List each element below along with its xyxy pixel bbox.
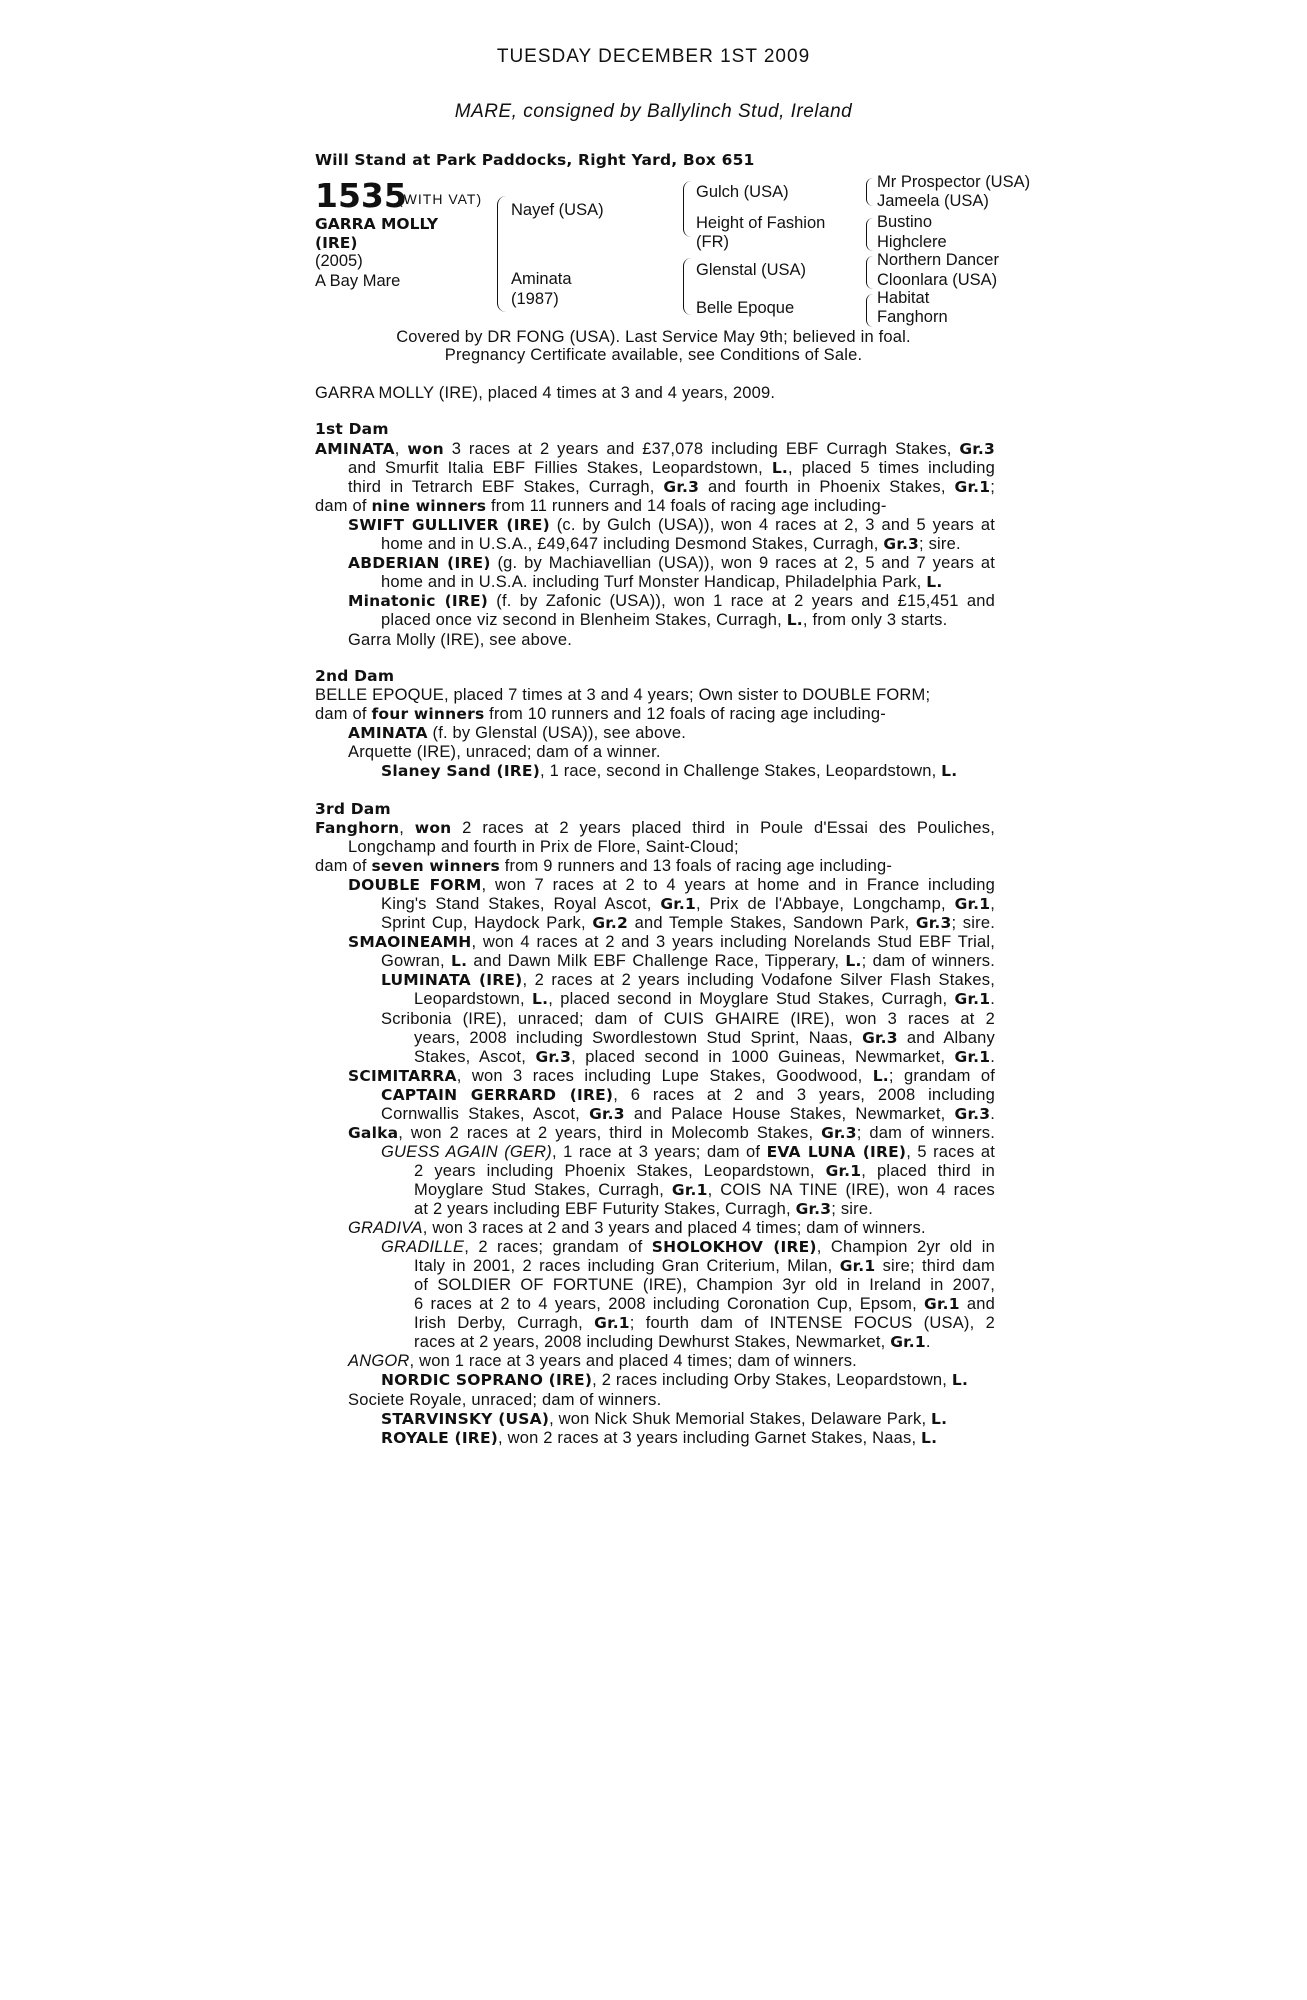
pedigree-sdd: Highclere	[877, 233, 947, 251]
pedigree-brace	[866, 256, 873, 289]
pregnancy-note: Pregnancy Certificate available, see Conditions of Sale.	[444, 346, 863, 364]
pedigree-sds: Bustino	[877, 213, 933, 231]
pedigree-note-line: Irish Derby, Curragh, Gr.1; fourth dam of INTENSE FOCUS (USA), 2	[414, 1314, 995, 1333]
pedigree-note-line: Arquette (IRE), unraced; dam of a winner.	[348, 743, 661, 762]
pedigree-note-line: Cornwallis Stakes, Ascot, Gr.3 and Palace House Stakes, Newmarket, Gr.3.	[381, 1104, 995, 1123]
pedigree-dam-sire: Glenstal (USA)	[696, 261, 807, 279]
pedigree-sire-dam-origin: (FR)	[696, 233, 729, 251]
pedigree-note-line: BELLE EPOQUE, placed 7 times at 3 and 4 years; Own sister to DOUBLE FORM;	[315, 686, 931, 704]
pedigree-note-line: of SOLDIER OF FORTUNE (IRE), Champion 3yr old in Ireland in 2007,	[414, 1276, 995, 1295]
pedigree-note-line: GRADILLE, 2 races; grandam of SHOLOKHOV (IRE), Champion 2yr old in	[381, 1238, 995, 1257]
pedigree-sire-dam: Height of Fashion	[696, 214, 826, 232]
pedigree-note-line: races at 2 years, 2008 including Dewhurst Stakes, Newmarket, Gr.1.	[414, 1333, 931, 1352]
pedigree-note-line: third in Tetrarch EBF Stakes, Curragh, Gr.3 and fourth in Phoenix Stakes, Gr.1;	[348, 478, 995, 497]
pedigree-note-line: DOUBLE FORM, won 7 races at 2 to 4 years at home and in France including	[348, 876, 995, 895]
pedigree-brace	[683, 258, 691, 315]
pedigree-dam-dam: Belle Epoque	[696, 299, 795, 317]
horse-origin: (IRE)	[315, 234, 358, 252]
pedigree-note-line: Italy in 2001, 2 races including Gran Criterium, Milan, Gr.1 sire; third dam	[414, 1257, 995, 1276]
pedigree-note-line: Minatonic (IRE) (f. by Zafonic (USA)), won 1 race at 2 years and £15,451 and	[348, 592, 995, 611]
pedigree-dam-year: (1987)	[511, 290, 559, 308]
pedigree-note-line: 6 races at 2 to 4 years, 2008 including Coronation Cup, Epsom, Gr.1 and	[414, 1295, 995, 1314]
horse-description: A Bay Mare	[315, 272, 401, 290]
pedigree-brace	[866, 218, 873, 251]
pedigree-note-line: dam of four winners from 10 runners and 12 foals of racing age including-	[315, 705, 886, 724]
pedigree-note-line: Galka, won 2 races at 2 years, third in Molecomb Stakes, Gr.3; dam of winners.	[348, 1123, 995, 1142]
pedigree-brace	[683, 181, 691, 237]
dam1-heading: 1st Dam	[315, 420, 389, 438]
dam3-heading: 3rd Dam	[315, 800, 391, 818]
pedigree-dds: Habitat	[877, 289, 930, 307]
pedigree-note-line: Moyglare Stud Stakes, Curragh, Gr.1, COIS NA TINE (IRE), won 4 races	[414, 1180, 995, 1199]
pedigree-note-line: Fanghorn, won 2 races at 2 years placed third in Poule d'Essai des Pouliches,	[315, 819, 995, 837]
pedigree-note-line: Sprint Cup, Haydock Park, Gr.2 and Temple Stakes, Sandown Park, Gr.3; sire.	[381, 914, 995, 933]
pedigree-note-line: years, 2008 including Swordlestown Stud Sprint, Naas, Gr.3 and Albany	[414, 1028, 995, 1047]
pedigree-note-line: GUESS AGAIN (GER), 1 race at 3 years; dam of EVA LUNA (IRE), 5 races at	[381, 1142, 995, 1161]
pedigree-note-line: Gowran, L. and Dawn Milk EBF Challenge Race, Tipperary, L.; dam of winners.	[381, 952, 996, 971]
pedigree-note-line: NORDIC SOPRANO (IRE), 2 races including Orby Stakes, Leopardstown, L.	[381, 1371, 969, 1390]
pedigree-note-line: AMINATA (f. by Glenstal (USA)), see above.	[348, 724, 686, 743]
pedigree-note-line: at 2 years including EBF Futurity Stakes, Curragh, Gr.3; sire.	[414, 1200, 874, 1218]
stand-line: Will Stand at Park Paddocks, Right Yard, Box 651	[315, 151, 755, 169]
pedigree-sire: Nayef (USA)	[511, 201, 604, 219]
pedigree-brace	[866, 294, 873, 327]
sale-date: TUESDAY DECEMBER 1ST 2009	[496, 46, 811, 67]
consignor-line: MARE, consigned by Ballylinch Stud, Ireland	[454, 101, 853, 122]
pedigree-note-line: CAPTAIN GERRARD (IRE), 6 races at 2 and 3 years, 2008 including	[381, 1085, 995, 1104]
pedigree-brace	[497, 196, 506, 312]
pedigree-dss: Northern Dancer	[877, 251, 999, 269]
pedigree-sss: Mr Prospector (USA)	[877, 173, 1031, 191]
pedigree-note-line: Societe Royale, unraced; dam of winners.	[348, 1390, 662, 1409]
pedigree-note-line: ABDERIAN (IRE) (g. by Machiavellian (USA)), won 9 races at 2, 5 and 7 years at	[348, 554, 995, 573]
pedigree-note-line: placed once viz second in Blenheim Stakes, Curragh, L., from only 3 starts.	[381, 611, 948, 630]
pedigree-note-line: AMINATA, won 3 races at 2 years and £37,078 including EBF Curragh Stakes, Gr.3	[315, 440, 995, 458]
pedigree-note-line: King's Stand Stakes, Royal Ascot, Gr.1, Prix de l'Abbaye, Longchamp, Gr.1,	[381, 895, 995, 914]
pedigree-ssd: Jameela (USA)	[877, 192, 989, 210]
lot-number: 1535	[315, 176, 407, 215]
foaling-year: (2005)	[315, 252, 363, 270]
pedigree-note-line: Longchamp and fourth in Prix de Flore, Saint-Cloud;	[348, 838, 739, 857]
pedigree-note-line: dam of seven winners from 9 runners and 13 foals of racing age including-	[315, 857, 893, 876]
pedigree-note-line: SCIMITARRA, won 3 races including Lupe Stakes, Goodwood, L.; grandam of	[348, 1066, 995, 1085]
pedigree-dam: Aminata	[511, 270, 572, 288]
pedigree-note-line: Leopardstown, L., placed second in Moyglare Stud Stakes, Curragh, Gr.1.	[414, 990, 995, 1009]
pedigree-note-line: Slaney Sand (IRE), 1 race, second in Challenge Stakes, Leopardstown, L.	[381, 762, 958, 781]
pedigree-dsd: Cloonlara (USA)	[877, 271, 998, 289]
pedigree-note-line: 2 years including Phoenix Stakes, Leopardstown, Gr.1, placed third in	[414, 1161, 995, 1180]
pedigree-note-line: ROYALE (IRE), won 2 races at 3 years including Garnet Stakes, Naas, L.	[381, 1428, 938, 1447]
dam2-heading: 2nd Dam	[315, 667, 395, 685]
pedigree-note-line: STARVINSKY (USA), won Nick Shuk Memorial Stakes, Delaware Park, L.	[381, 1409, 948, 1428]
pedigree-sire-sire: Gulch (USA)	[696, 183, 789, 201]
vat-note: (WITH VAT)	[398, 191, 483, 207]
horse-name: GARRA MOLLY	[315, 215, 439, 233]
covering-note: Covered by DR FONG (USA). Last Service May 9th; believed in foal.	[396, 328, 911, 346]
pedigree-note-line: SWIFT GULLIVER (IRE) (c. by Gulch (USA)), won 4 races at 2, 3 and 5 years at	[348, 516, 995, 535]
pedigree-ddd: Fanghorn	[877, 308, 948, 326]
pedigree-note-line: ANGOR, won 1 race at 3 years and placed 4 times; dam of winners.	[348, 1352, 857, 1371]
pedigree-note-line: dam of nine winners from 11 runners and 14 foals of racing age including-	[315, 497, 887, 516]
pedigree-brace	[866, 178, 873, 206]
pedigree-note-line: LUMINATA (IRE), 2 races at 2 years including Vodafone Silver Flash Stakes,	[381, 971, 995, 990]
pedigree-note-line: GRADIVA, won 3 races at 2 and 3 years and placed 4 times; dam of winners.	[348, 1219, 926, 1238]
pedigree-note-line: SMAOINEAMH, won 4 races at 2 and 3 years including Norelands Stud EBF Trial,	[348, 933, 995, 952]
pedigree-note-line: Garra Molly (IRE), see above.	[348, 630, 573, 649]
pedigree-note-line: home and in U.S.A. including Turf Monster Handicap, Philadelphia Park, L.	[381, 573, 943, 592]
pedigree-note-line: home and in U.S.A., £49,647 including Desmond Stakes, Curragh, Gr.3; sire.	[381, 535, 961, 554]
pedigree-note-line: Scribonia (IRE), unraced; dam of CUIS GHAIRE (IRE), won 3 races at 2	[381, 1009, 995, 1028]
pedigree-note-line: and Smurfit Italia EBF Fillies Stakes, Leopardstown, L., placed 5 times including	[348, 459, 995, 478]
pedigree-note-line: Stakes, Ascot, Gr.3, placed second in 1000 Guineas, Newmarket, Gr.1.	[414, 1047, 995, 1066]
horse-summary: GARRA MOLLY (IRE), placed 4 times at 3 and 4 years, 2009.	[315, 384, 776, 402]
